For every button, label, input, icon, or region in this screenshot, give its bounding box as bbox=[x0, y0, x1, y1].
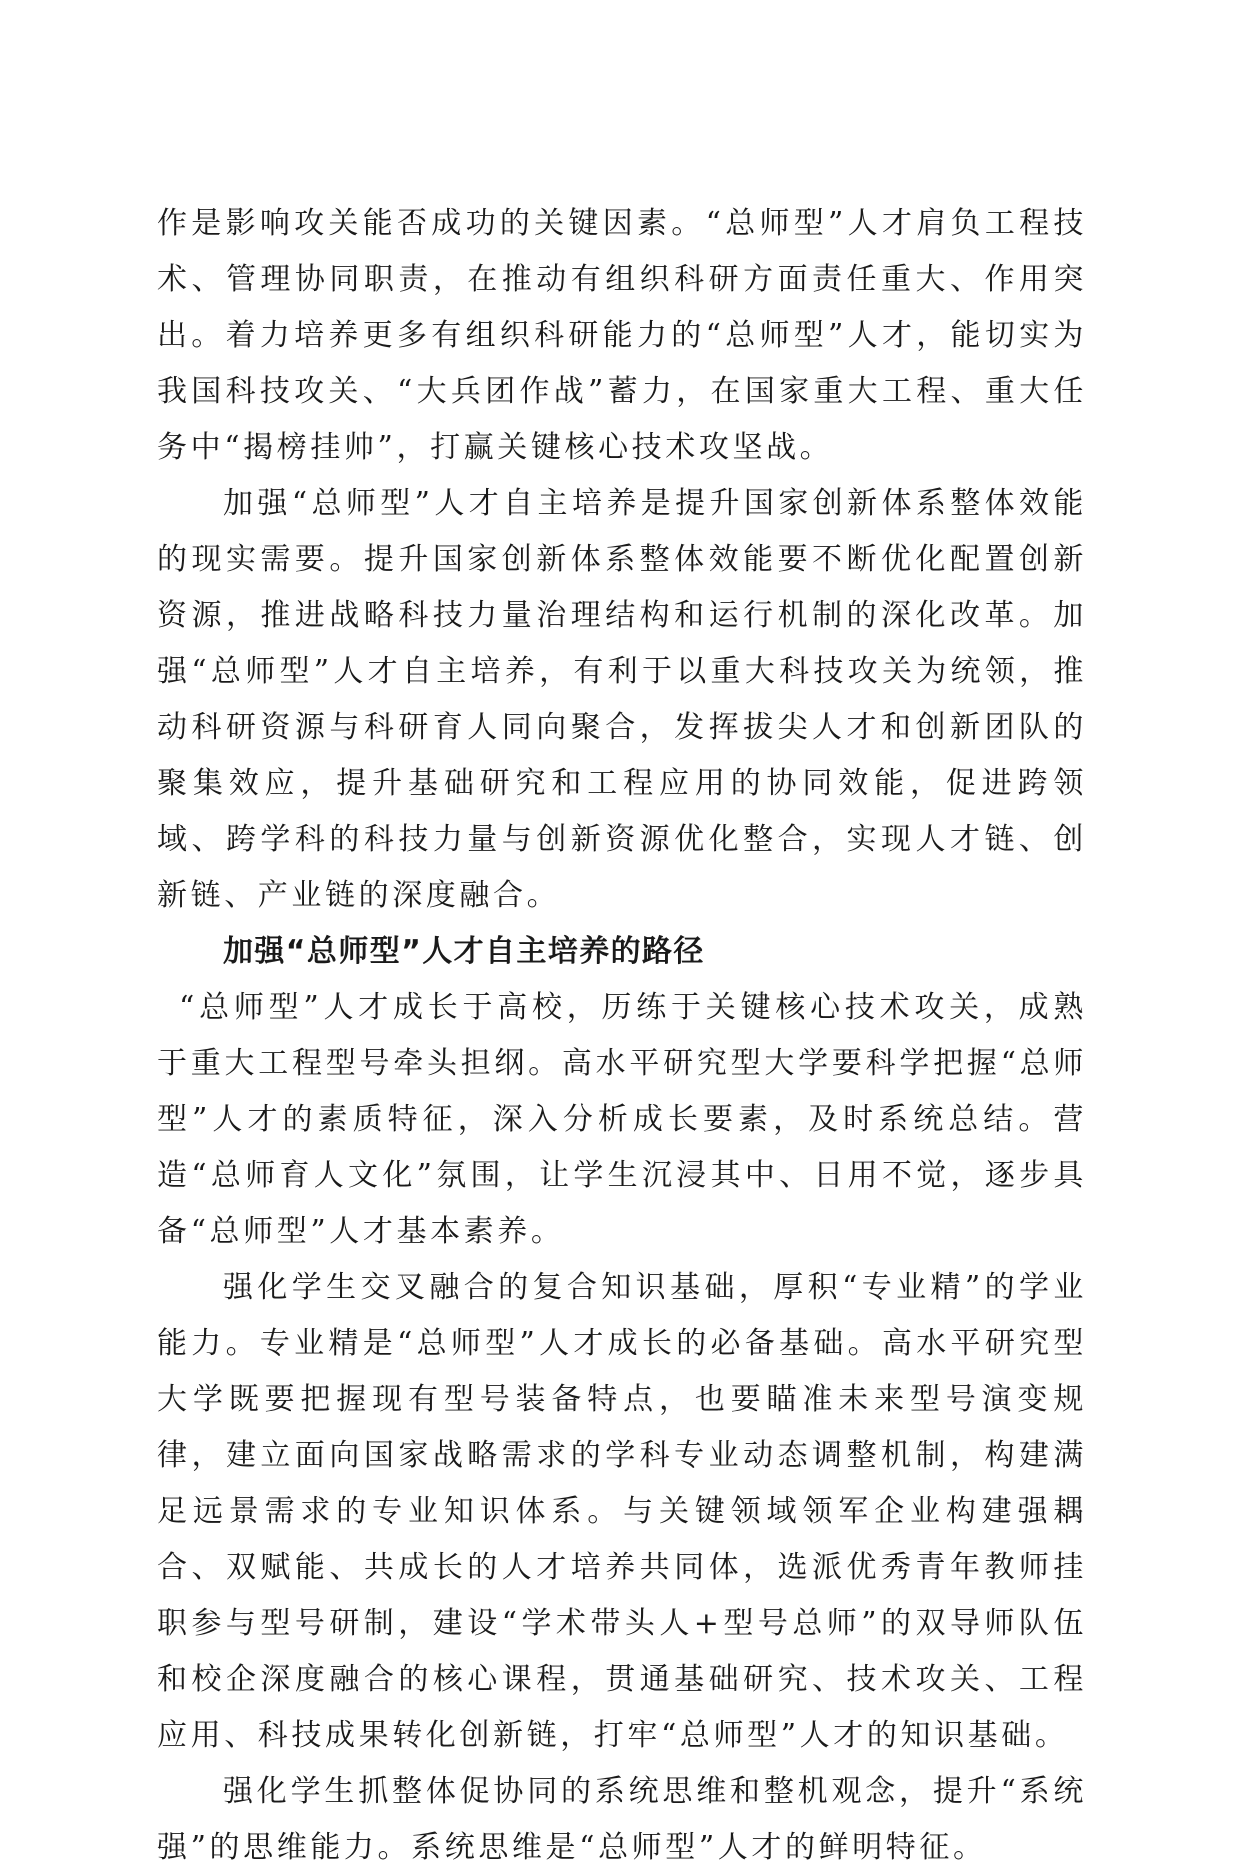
paragraph-knowledge-foundation: 强化学生交叉融合的复合知识基础，厚积“专业精”的学业能力。专业精是“总师型”人才成长的必备基础。高水平研究型大学既要把握现有型号装备特点，也要瞄准未来型号演变规律，建立面向国家战略需求的学科专业动态调整机制，构建满足远景需求的专业知识体系。与关键领域领军企业构建强耦合、双赋能、共成长的人才培养共同体，选派优秀青年教师挂职参与型号研制，建设“学术带头人+型号总师”的双导师队伍和校企深度融合的核心课程，贯通基础研究、技术攻关、工程应用、科技成果转化创新链，打牢“总师型”人才的知识基础。 bbox=[157, 1270, 1087, 1753]
paragraph-importance-continued: 作是影响攻关能否成功的关键因素。“总师型”人才肩负工程技术、管理协同职责，在推动有组织科研方面责任重大、作用突出。着力培养更多有组织科研能力的“总师型”人才，能切实为我国科技攻关、“大兵团作战”蓄力，在国家重大工程、重大任务中“揭榜挂帅”，打赢关键核心技术攻坚战。 bbox=[157, 206, 1087, 465]
section-heading-training-path: 加强“总师型”人才自主培养的路径 bbox=[223, 934, 705, 969]
paragraph-innovation-system: 加强“总师型”人才自主培养是提升国家创新体系整体效能的现实需要。提升国家创新体系整体效能要不断优化配置创新资源，推进战略科技力量治理结构和运行机制的深化改革。加强“总师型”人才自主培养，有利于以重大科技攻关为统领，推动科研资源与科研育人同向聚合，发挥拔尖人才和创新团队的聚集效应，提升基础研究和工程应用的协同效能，促进跨领域、跨学科的科技力量与创新资源优化整合，实现人才链、创新链、产业链的深度融合。 bbox=[157, 486, 1087, 913]
paragraph-systems-thinking: 强化学生抓整体促协同的系统思维和整机观念，提升“系统强”的思维能力。系统思维是“总师型”人才的鲜明特征。 bbox=[157, 1774, 1087, 1865]
document-page bbox=[157, 196, 1087, 1876]
paragraph-growth-path: “总师型”人才成长于高校，历练于关键核心技术攻关，成熟于重大工程型号牵头担纲。高水平研究型大学要科学把握“总师型”人才的素质特征，深入分析成长要素，及时系统总结。营造“总师育人文化”氛围，让学生沉浸其中、日用不觉，逐步具备“总师型”人才基本素养。 bbox=[157, 990, 1087, 1249]
